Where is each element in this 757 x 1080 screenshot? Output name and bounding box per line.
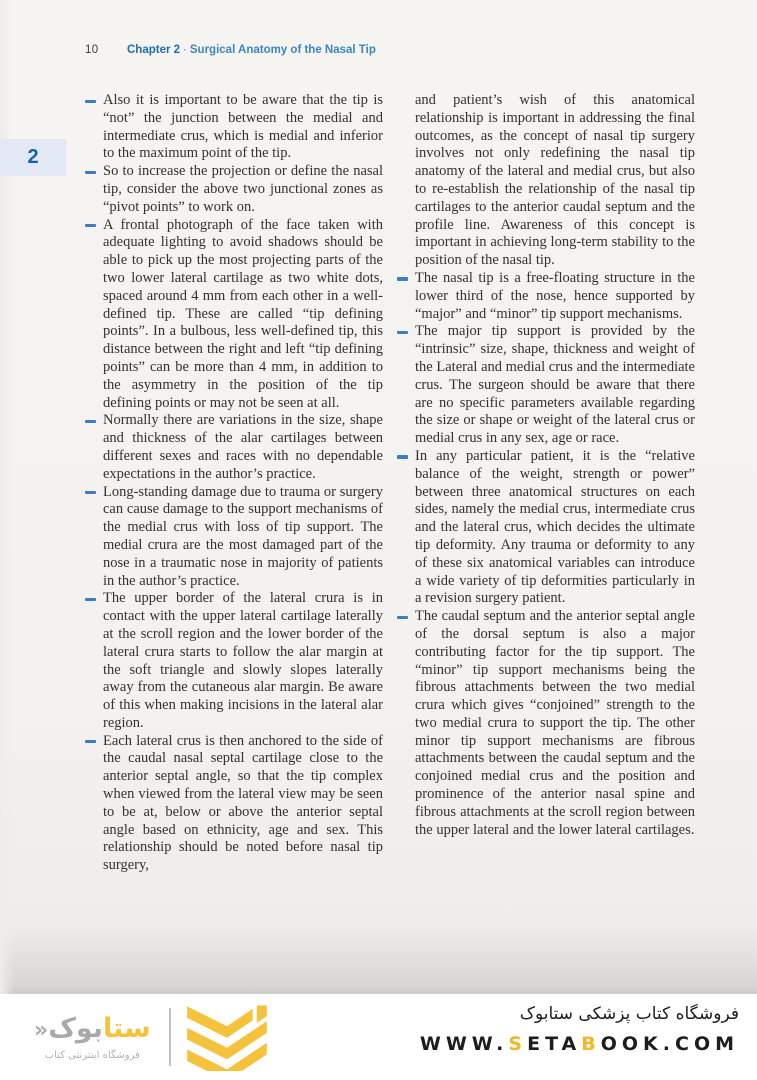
bullet-paragraph bbox=[397, 323, 695, 448]
bullet-paragraph bbox=[85, 217, 383, 413]
bullet-dash-icon bbox=[85, 412, 103, 483]
bullet-paragraph bbox=[85, 484, 383, 591]
bullet-paragraph bbox=[85, 733, 383, 875]
store-name-line: فروشگاه کتاب پزشکی ستابوک bbox=[519, 1004, 739, 1024]
wordmark-gray-part: بوک bbox=[48, 1012, 103, 1044]
url-segment: OOK.COM bbox=[600, 1033, 739, 1055]
paragraph-text: and patient’s wish of this anatomical relationship is important in addressing the final outcomes, as the concept of nasal tip surgery involves not only redefining the nasal tip anatomy of the lateral and medial crus, but also to re-establish the relationship of the nasal tip cartilages to the anterior caudal septum and the profile line. Awareness of this concept is important in achieving long-term stability to the position of the nasal tip. bbox=[415, 92, 695, 269]
bullet-dash-icon bbox=[397, 448, 415, 608]
paragraph-text: In any particular patient, it is the “relative balance of the weight, strength or power” between three anatomical structures on each sides, namely the medial crus, intermediate crus and the lateral crus, which decides the ultimate tip deformity. Any trauma or deformity to any of these six anatomical variables can introduce a wide variety of tip deformities particularly in a revision surgery patient. bbox=[415, 447, 695, 607]
url-segment: B bbox=[581, 1033, 601, 1055]
url-segment: WWW. bbox=[419, 1033, 509, 1055]
footer-band bbox=[0, 994, 757, 1080]
bullet-dash-icon bbox=[397, 608, 415, 839]
bullet-paragraph bbox=[85, 412, 383, 483]
paragraph-text: The upper border of the lateral crura is in contact with the upper lateral cartilage laterally at the scroll region and the lower border of the lateral crura starts to follow the alar margin at the soft triangle and slowly slopes laterally away from the cutaneous alar margin. Be aware of this when making incisions in the lateral alar region. bbox=[103, 590, 383, 731]
bullet-paragraph bbox=[397, 608, 695, 839]
logo-tagline: فروشگاه اینترنتی کتاب bbox=[44, 1049, 140, 1061]
right-column bbox=[397, 92, 695, 988]
paragraph-text: Also it is important to be aware that the tip is “not” the junction between the medial and intermediate crus, which is medial and inferior to the maximum point of the tip. bbox=[103, 92, 383, 162]
paragraph-text: The nasal tip is a free-floating structure in the lower third of the nose, hence supported by “major” and “minor” tip support mechanisms. bbox=[415, 269, 695, 322]
url-segment: S bbox=[508, 1033, 528, 1055]
paragraph-text: Normally there are variations in the size, shape and thickness of the alar cartilages between different sexes and races with no dependable expectations in the author’s practice. bbox=[103, 412, 383, 482]
bullet-paragraph bbox=[397, 270, 695, 323]
bullet-dash-placeholder bbox=[397, 92, 415, 270]
paragraph-text: Each lateral crus is then anchored to the side of the caudal nasal septal cartilage close to the anterior septal angle, so that the tip complex when viewed from the lateral view may be seen to be at, below or above the anterior septal angle based on ethnicity, age and sex. This relationship should be noted before nasal tip surgery, bbox=[103, 732, 383, 874]
chapter-label: Chapter 2 bbox=[127, 44, 181, 56]
bullet-dash-icon bbox=[85, 217, 103, 413]
setabook-logo bbox=[34, 1003, 269, 1071]
page-number: 10 bbox=[85, 44, 99, 56]
paragraph-text: The caudal septum and the anterior septal angle of the dorsal septum is also a major contributing factor for the tip support. The “minor” tip support mechanisms being the fibrous attachments between the two medial crura which gives “conjoined” strength to the two medial crura to support the tip. The other minor tip support mechanisms are fibrous attachments between the caudal septum and the conjoined medial crus and the position and prominence of the anterior nasal spine and fibrous attachments at the scroll region between the upper lateral and the lower lateral cartilages. bbox=[415, 608, 695, 838]
text-columns bbox=[85, 92, 695, 988]
url-segment: ETA bbox=[527, 1033, 582, 1055]
bullet-dash-icon bbox=[85, 92, 103, 163]
continuation-paragraph bbox=[397, 92, 695, 270]
chapter-heading bbox=[127, 44, 376, 56]
logo-wordmark bbox=[34, 1014, 151, 1046]
bullet-paragraph bbox=[85, 163, 383, 216]
bullet-paragraph bbox=[85, 92, 383, 163]
website-url bbox=[420, 1033, 739, 1055]
logo-wordmark-block bbox=[34, 1014, 151, 1061]
bullet-dash-icon bbox=[85, 590, 103, 732]
paragraph-text: Long-standing damage due to trauma or surgery can cause damage to the support mechanisms of the medial crus with loss of tip support. The medial crura are the most damaged part of the nose in a traumatic nose in majority of patients in the author’s practice. bbox=[103, 483, 383, 589]
chapter-side-tab bbox=[0, 139, 66, 176]
bullet-paragraph bbox=[397, 448, 695, 608]
paragraph-text: The major tip support is provided by the “intrinsic” size, shape, thickness and weight of the Lateral and medial crus and the intermediate crus. The surgeon should be aware that there are no specific parameters available regarding the size or shape or weight of the lateral crus or medial crus in any sex, age or race. bbox=[415, 323, 695, 447]
paragraph-text: A frontal photograph of the face taken with adequate lighting to avoid shadows should be able to pick up the most projecting parts of the two lower lateral cartilage as two white dots, spaced around 4 mm from each other in a well-defined tip. These are called “tip defining points”. In a bulbous, less well-defined tip, this distance between the right and left “tip defining points” can be more than 4 mm, in addition to the asymmetry in the position of the tip defining points or may not be seen at all. bbox=[103, 216, 383, 411]
bullet-dash-icon bbox=[397, 270, 415, 323]
chapter-separator: · bbox=[183, 44, 187, 56]
wordmark-quote-mark: « bbox=[34, 1017, 49, 1043]
wordmark-yellow-part: ستا bbox=[102, 1012, 151, 1044]
logo-divider bbox=[169, 1008, 171, 1066]
bullet-dash-icon bbox=[85, 484, 103, 591]
left-column bbox=[85, 92, 383, 988]
bullet-dash-icon bbox=[85, 733, 103, 875]
bullet-dash-icon bbox=[85, 163, 103, 216]
double-chevron-icon bbox=[185, 1003, 269, 1071]
chapter-tab-number: 2 bbox=[27, 146, 39, 168]
bullet-dash-icon bbox=[397, 323, 415, 448]
footer-store-info bbox=[420, 1001, 739, 1055]
bullet-paragraph bbox=[85, 590, 383, 732]
chapter-title: Surgical Anatomy of the Nasal Tip bbox=[189, 44, 376, 56]
paragraph-text: So to increase the projection or define the nasal tip, consider the above two junctional zones as “pivot points” to work on. bbox=[103, 163, 383, 215]
